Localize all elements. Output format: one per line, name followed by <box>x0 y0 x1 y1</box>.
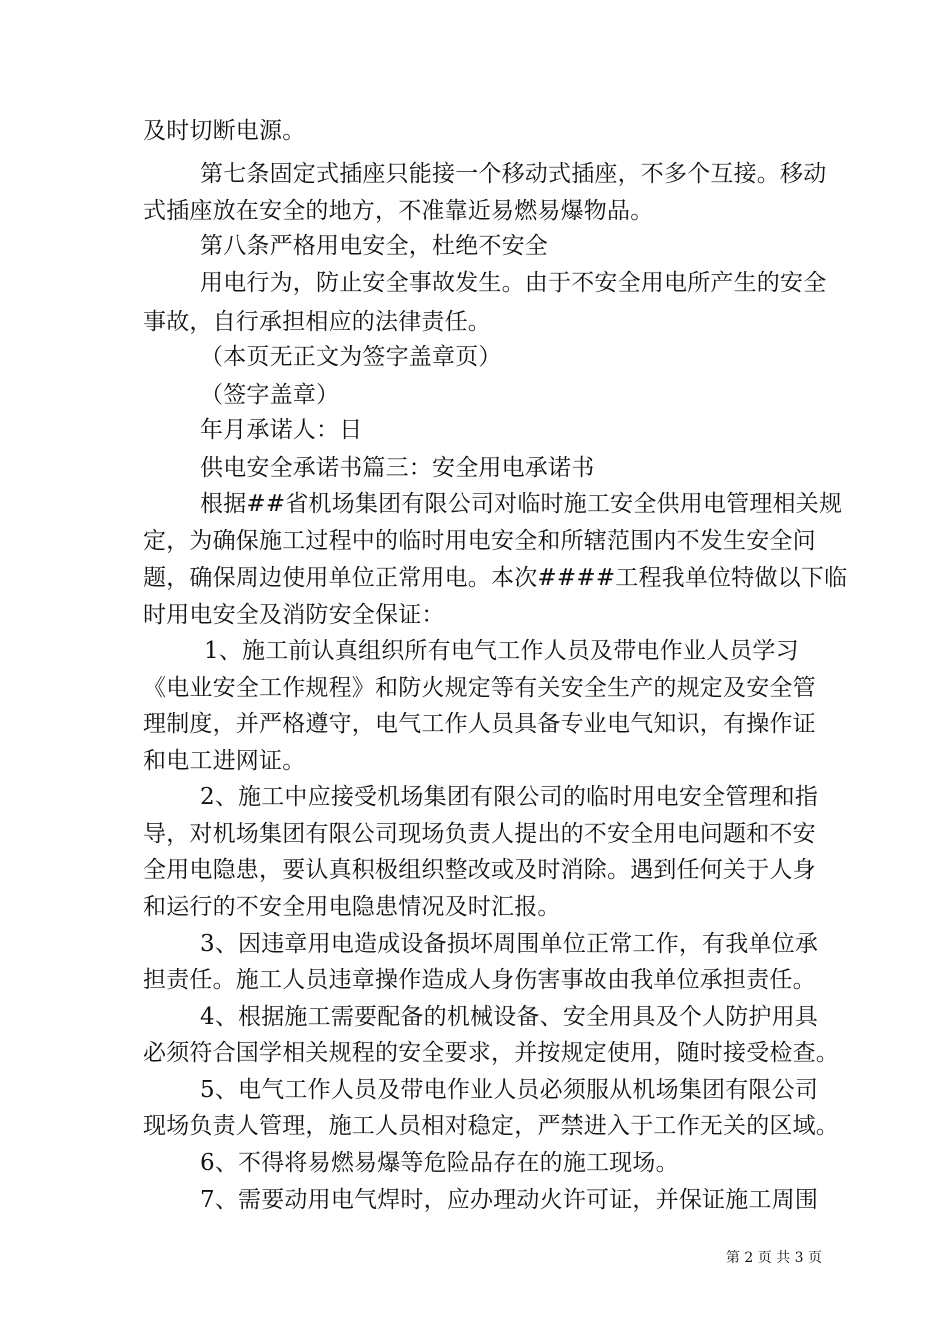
text-line: 1、施工前认真组织所有电气工作人员及带电作业人员学习 <box>204 638 799 664</box>
text-line: 4、根据施工需要配备的机械设备、安全用具及个人防护用具 <box>200 1004 819 1030</box>
text-line: 时用电安全及消防安全保证： <box>143 602 445 628</box>
text-line: 2、施工中应接受机场集团有限公司的临时用电安全管理和指 <box>200 784 819 810</box>
text-line: 年月承诺人：日 <box>200 417 363 443</box>
text-line: 和电工进网证。 <box>143 748 306 774</box>
text-line: 第八条严格用电安全，杜绝不安全 <box>200 233 548 259</box>
text-line: 导，对机场集团有限公司现场负责人提出的不安全用电问题和不安 <box>143 821 816 847</box>
text-line: 供电安全承诺书篇三：安全用电承诺书 <box>200 455 595 481</box>
text-line: （本页无正文为签字盖章页） <box>200 344 502 370</box>
text-line: 担责任。施工人员违章操作造成人身伤害事故由我单位承担责任。 <box>143 967 816 993</box>
text-line: 事故，自行承担相应的法律责任。 <box>143 309 491 335</box>
text-line: 7、需要动用电气焊时，应办理动火许可证，并保证施工周围 <box>200 1187 819 1213</box>
text-line: 理制度，并严格遵守，电气工作人员具备专业电气知识，有操作证 <box>143 711 816 737</box>
text-line: 和运行的不安全用电隐患情况及时汇报。 <box>143 894 561 920</box>
text-line: 3、因违章用电造成设备损坏周围单位正常工作，有我单位承 <box>200 931 819 957</box>
text-line: 5、电气工作人员及带电作业人员必须服从机场集团有限公司 <box>200 1077 819 1103</box>
text-line: 根据##省机场集团有限公司对临时施工安全供用电管理相关规 <box>200 491 843 517</box>
text-line: 定，为确保施工过程中的临时用电安全和所辖范围内不发生安全问 <box>143 528 816 554</box>
text-line: 必须符合国学相关规程的安全要求，并按规定使用，随时接受检查。 <box>143 1040 839 1066</box>
text-line: 用电行为，防止安全事故发生。由于不安全用电所产生的安全 <box>200 270 827 296</box>
text-line: 及时切断电源。 <box>143 118 306 144</box>
text-line: 全用电隐患，要认真积极组织整改或及时消除。遇到任何关于人身 <box>143 857 816 883</box>
text-line: （签字盖章） <box>200 382 340 408</box>
text-line: 第七条固定式插座只能接一个移动式插座，不多个互接。移动 <box>200 161 827 187</box>
text-line: 题，确保周边使用单位正常用电。本次####工程我单位特做以下临 <box>143 565 848 591</box>
text-line: 《电业安全工作规程》和防火规定等有关安全生产的规定及安全管 <box>143 675 816 701</box>
text-line: 式插座放在安全的地方，不准靠近易燃易爆物品。 <box>143 198 654 224</box>
page-number: 第 2 页 共 3 页 <box>725 1250 822 1266</box>
text-line: 6、不得将易燃易爆等危险品存在的施工现场。 <box>200 1150 679 1176</box>
text-line: 现场负责人管理，施工人员相对稳定，严禁进入于工作无关的区域。 <box>143 1113 839 1139</box>
